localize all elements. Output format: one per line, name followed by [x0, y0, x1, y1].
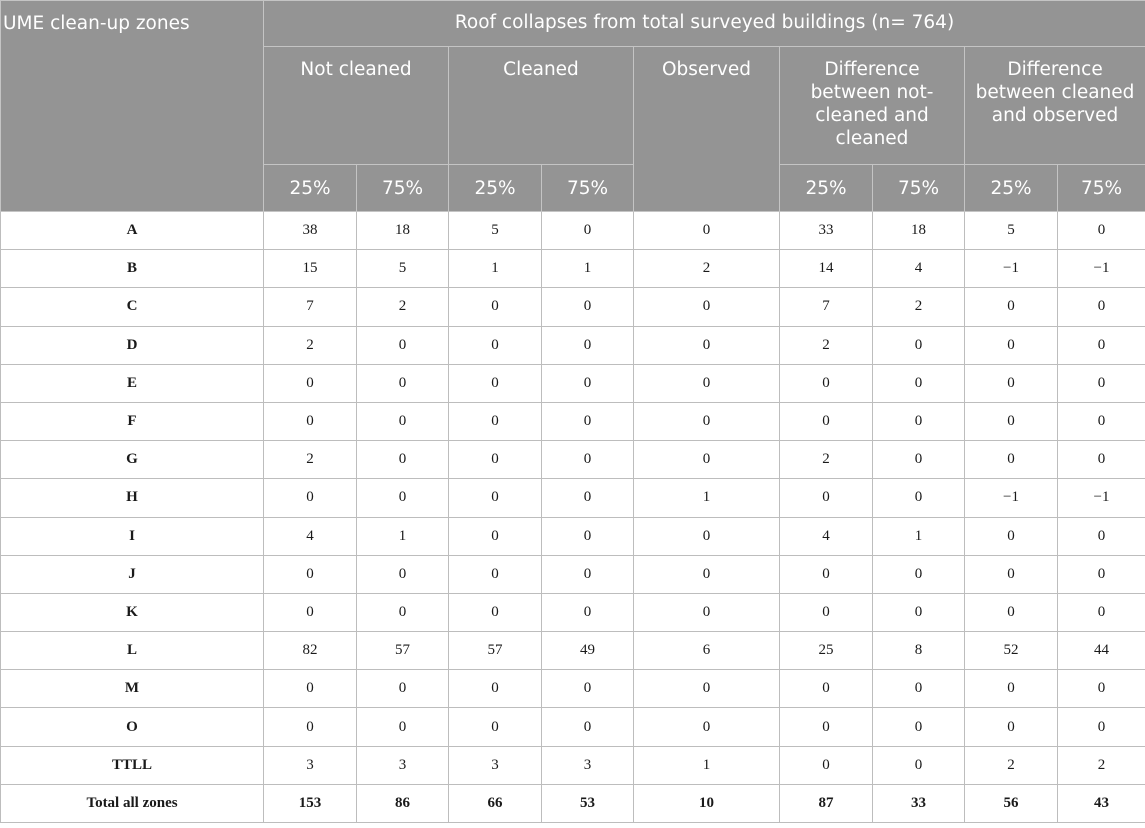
value-cell: 0: [542, 708, 634, 746]
table-row: [1, 326, 1145, 364]
value-cell: −1: [965, 479, 1058, 517]
zone-label: TTLL: [1, 746, 264, 784]
value-cell: 0: [634, 212, 780, 250]
value-cell: 0: [965, 402, 1058, 440]
value-cell: 0: [1058, 364, 1145, 402]
value-cell: 0: [1058, 708, 1145, 746]
value-cell: 0: [634, 517, 780, 555]
group-header-observed: Observed: [634, 47, 780, 212]
value-cell: 56: [965, 784, 1058, 822]
value-cell: 0: [449, 593, 542, 631]
value-cell: 0: [1058, 555, 1145, 593]
value-cell: 0: [449, 441, 542, 479]
value-cell: 0: [873, 708, 965, 746]
value-cell: 0: [542, 593, 634, 631]
group-header-cleaned: Cleaned: [449, 47, 634, 165]
value-cell: 0: [264, 364, 357, 402]
value-cell: 33: [873, 784, 965, 822]
value-cell: 1: [634, 746, 780, 784]
value-cell: 4: [873, 250, 965, 288]
table-body: [1, 212, 1145, 823]
value-cell: 0: [634, 288, 780, 326]
pct-header-75: 75%: [542, 165, 634, 212]
value-cell: 0: [264, 555, 357, 593]
value-cell: 0: [873, 479, 965, 517]
zone-label: O: [1, 708, 264, 746]
value-cell: 0: [357, 326, 449, 364]
value-cell: 0: [542, 441, 634, 479]
value-cell: 0: [873, 402, 965, 440]
value-cell: 0: [449, 555, 542, 593]
value-cell: 7: [780, 288, 873, 326]
value-cell: 3: [357, 746, 449, 784]
table-row: [1, 746, 1145, 784]
value-cell: 0: [873, 326, 965, 364]
pct-header-25: 25%: [965, 165, 1058, 212]
value-cell: 18: [873, 212, 965, 250]
value-cell: 1: [357, 517, 449, 555]
value-cell: 0: [264, 593, 357, 631]
total-row: [1, 784, 1145, 822]
value-cell: 1: [542, 250, 634, 288]
table-row: [1, 212, 1145, 250]
zone-label: G: [1, 441, 264, 479]
value-cell: 2: [264, 441, 357, 479]
value-cell: 2: [634, 250, 780, 288]
value-cell: 43: [1058, 784, 1145, 822]
table-row: [1, 250, 1145, 288]
pct-header-25: 25%: [449, 165, 542, 212]
table-main-title: Roof collapses from total surveyed buildings (n= 764): [264, 1, 1145, 47]
value-cell: 0: [780, 746, 873, 784]
value-cell: 0: [873, 441, 965, 479]
zone-label: Total all zones: [1, 784, 264, 822]
value-cell: 0: [449, 670, 542, 708]
zone-label: F: [1, 402, 264, 440]
table-row: [1, 517, 1145, 555]
value-cell: 0: [264, 402, 357, 440]
value-cell: 0: [965, 364, 1058, 402]
table-row: [1, 708, 1145, 746]
value-cell: 0: [449, 708, 542, 746]
zone-label: C: [1, 288, 264, 326]
value-cell: 0: [965, 708, 1058, 746]
value-cell: 0: [873, 593, 965, 631]
value-cell: 0: [965, 441, 1058, 479]
value-cell: 0: [965, 555, 1058, 593]
value-cell: 38: [264, 212, 357, 250]
value-cell: 0: [1058, 212, 1145, 250]
value-cell: 2: [873, 288, 965, 326]
pct-header-25: 25%: [780, 165, 873, 212]
table-row: [1, 670, 1145, 708]
group-header-diff-not-cleaned-cleaned: Difference between not-cleaned and cleaned: [780, 47, 965, 165]
value-cell: 0: [780, 708, 873, 746]
value-cell: 0: [449, 517, 542, 555]
value-cell: 0: [634, 555, 780, 593]
value-cell: 0: [1058, 402, 1145, 440]
value-cell: 0: [449, 326, 542, 364]
value-cell: 0: [965, 670, 1058, 708]
value-cell: 4: [780, 517, 873, 555]
table-row: [1, 441, 1145, 479]
value-cell: 0: [357, 441, 449, 479]
value-cell: 0: [357, 670, 449, 708]
value-cell: 153: [264, 784, 357, 822]
value-cell: 14: [780, 250, 873, 288]
table-row: [1, 593, 1145, 631]
value-cell: 0: [634, 364, 780, 402]
value-cell: 0: [965, 593, 1058, 631]
value-cell: 2: [264, 326, 357, 364]
pct-header-75: 75%: [1058, 165, 1145, 212]
value-cell: 0: [965, 326, 1058, 364]
value-cell: 66: [449, 784, 542, 822]
table-row: [1, 402, 1145, 440]
value-cell: −1: [1058, 250, 1145, 288]
value-cell: 0: [449, 479, 542, 517]
value-cell: 0: [1058, 670, 1145, 708]
value-cell: 0: [1058, 288, 1145, 326]
zone-label: L: [1, 632, 264, 670]
value-cell: 0: [1058, 517, 1145, 555]
value-cell: 10: [634, 784, 780, 822]
value-cell: 0: [264, 670, 357, 708]
value-cell: −1: [1058, 479, 1145, 517]
value-cell: 0: [357, 708, 449, 746]
value-cell: 0: [542, 555, 634, 593]
value-cell: 3: [542, 746, 634, 784]
value-cell: 2: [357, 288, 449, 326]
zone-label: B: [1, 250, 264, 288]
pct-header-75: 75%: [357, 165, 449, 212]
value-cell: 0: [965, 288, 1058, 326]
value-cell: 0: [634, 593, 780, 631]
value-cell: 2: [780, 326, 873, 364]
value-cell: 0: [780, 593, 873, 631]
value-cell: 1: [873, 517, 965, 555]
value-cell: 1: [634, 479, 780, 517]
value-cell: 0: [873, 555, 965, 593]
value-cell: 2: [965, 746, 1058, 784]
value-cell: 8: [873, 632, 965, 670]
value-cell: 5: [965, 212, 1058, 250]
value-cell: 0: [1058, 326, 1145, 364]
value-cell: 0: [634, 670, 780, 708]
value-cell: 0: [542, 479, 634, 517]
value-cell: 0: [542, 212, 634, 250]
value-cell: 33: [780, 212, 873, 250]
value-cell: 0: [357, 402, 449, 440]
value-cell: 0: [873, 746, 965, 784]
value-cell: 0: [873, 670, 965, 708]
table-row: [1, 632, 1145, 670]
value-cell: 0: [634, 326, 780, 364]
value-cell: 53: [542, 784, 634, 822]
table-header: [1, 1, 1145, 212]
table-row: [1, 479, 1145, 517]
value-cell: 0: [264, 708, 357, 746]
value-cell: 0: [264, 479, 357, 517]
zone-label: J: [1, 555, 264, 593]
value-cell: 0: [357, 593, 449, 631]
value-cell: 0: [542, 364, 634, 402]
zone-label: A: [1, 212, 264, 250]
value-cell: 0: [542, 670, 634, 708]
value-cell: 0: [780, 402, 873, 440]
value-cell: 7: [264, 288, 357, 326]
zone-label: H: [1, 479, 264, 517]
value-cell: 2: [1058, 746, 1145, 784]
value-cell: 1: [449, 250, 542, 288]
zone-label: M: [1, 670, 264, 708]
value-cell: 0: [780, 670, 873, 708]
value-cell: 49: [542, 632, 634, 670]
zone-label: K: [1, 593, 264, 631]
table-row: [1, 288, 1145, 326]
zone-column-header: UME clean-up zones: [1, 1, 264, 212]
value-cell: 0: [542, 517, 634, 555]
value-cell: 0: [357, 555, 449, 593]
pct-header-25: 25%: [264, 165, 357, 212]
value-cell: 0: [449, 288, 542, 326]
value-cell: 0: [1058, 593, 1145, 631]
value-cell: 0: [634, 402, 780, 440]
value-cell: 25: [780, 632, 873, 670]
pct-header-75: 75%: [873, 165, 965, 212]
value-cell: 0: [634, 708, 780, 746]
group-header-not-cleaned: Not cleaned: [264, 47, 449, 165]
value-cell: 2: [780, 441, 873, 479]
value-cell: 0: [780, 479, 873, 517]
value-cell: 6: [634, 632, 780, 670]
value-cell: 82: [264, 632, 357, 670]
value-cell: 57: [449, 632, 542, 670]
value-cell: 0: [357, 479, 449, 517]
value-cell: 4: [264, 517, 357, 555]
value-cell: 0: [542, 288, 634, 326]
value-cell: 0: [780, 555, 873, 593]
value-cell: 0: [780, 364, 873, 402]
value-cell: 3: [449, 746, 542, 784]
value-cell: 0: [542, 402, 634, 440]
value-cell: 0: [449, 364, 542, 402]
value-cell: −1: [965, 250, 1058, 288]
value-cell: 52: [965, 632, 1058, 670]
value-cell: 0: [873, 364, 965, 402]
value-cell: 0: [542, 326, 634, 364]
value-cell: 3: [264, 746, 357, 784]
zone-label: D: [1, 326, 264, 364]
value-cell: 0: [965, 517, 1058, 555]
value-cell: 57: [357, 632, 449, 670]
value-cell: 15: [264, 250, 357, 288]
table-row: [1, 555, 1145, 593]
value-cell: 5: [449, 212, 542, 250]
value-cell: 0: [357, 364, 449, 402]
zone-label: E: [1, 364, 264, 402]
value-cell: 87: [780, 784, 873, 822]
value-cell: 18: [357, 212, 449, 250]
table-row: [1, 364, 1145, 402]
value-cell: 86: [357, 784, 449, 822]
zone-label: I: [1, 517, 264, 555]
group-header-diff-cleaned-observed: Difference between cleaned and observed: [965, 47, 1145, 165]
value-cell: 5: [357, 250, 449, 288]
value-cell: 44: [1058, 632, 1145, 670]
value-cell: 0: [1058, 441, 1145, 479]
value-cell: 0: [449, 402, 542, 440]
value-cell: 0: [634, 441, 780, 479]
